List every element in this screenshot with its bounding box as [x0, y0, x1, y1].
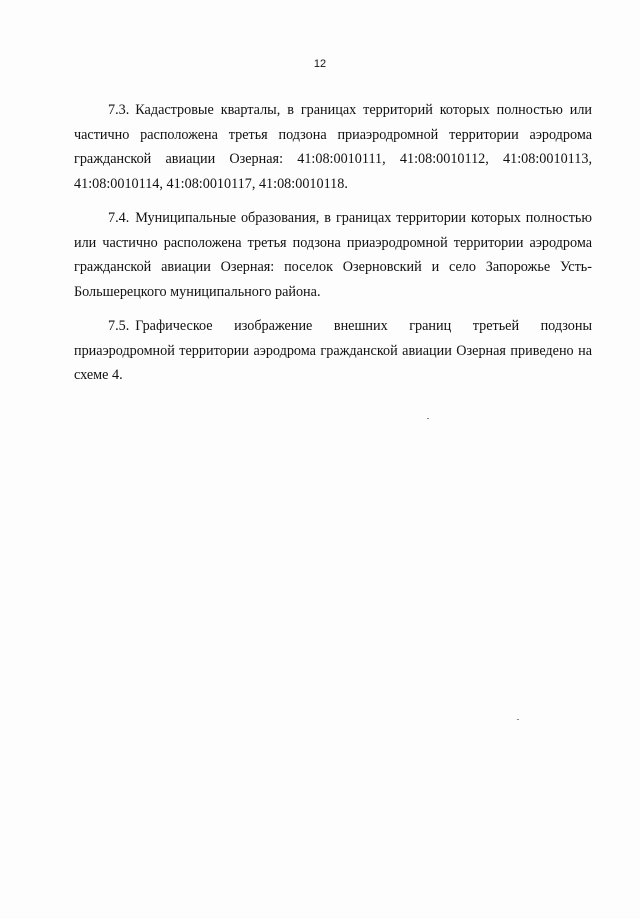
paragraph-text: Муниципальные образования, в границах территории которых полностью или частично расположена третья подзона приаэродромной территории аэродрома гражданской авиации Озерная: поселок Озерновский и село Запорожье Усть-Большерецкого муниципального района. [74, 210, 592, 300]
paragraph-7-4 [74, 206, 592, 304]
paragraph-text: Кадастровые кварталы, в границах территорий которых полностью или частично расположена третья подзона приаэродромной территории аэродрома гражданской авиации Озерная: 41:08:0010111, 41:08:0010112, 41:08:0010113, 41:08:0010114, 41:08:0010117, 41:08:0010118. [74, 102, 592, 192]
paragraph-number: 7.5. [108, 318, 130, 334]
paragraph-7-3 [74, 98, 592, 196]
page-number: 12 [313, 58, 327, 70]
paragraph-number: 7.3. [108, 102, 130, 118]
document-body [74, 98, 592, 398]
scan-speck [427, 418, 429, 419]
scan-speck [517, 719, 519, 720]
paragraph-text: Графическое изображение внешних границ третьей подзоны приаэродромной территории аэродрома гражданской авиации Озерная приведено на схеме 4. [74, 318, 592, 383]
paragraph-7-5 [74, 314, 592, 388]
paragraph-number: 7.4. [108, 210, 130, 226]
